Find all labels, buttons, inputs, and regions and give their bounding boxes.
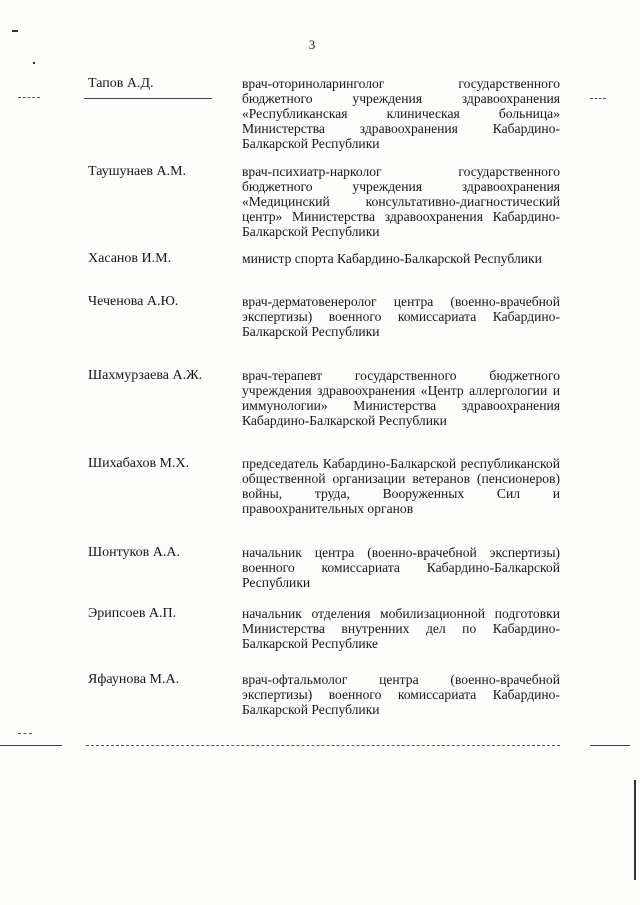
member-name: Шонтуков А.А. bbox=[88, 545, 180, 560]
member-position: врач-офтальмолог центра (военно-врачебной экспертизы) военного комиссариата Кабардино-Балкарской Республики bbox=[242, 672, 560, 717]
scan-line bbox=[18, 733, 32, 734]
scan-line bbox=[0, 745, 62, 746]
member-position: врач-оториноларинголог государственного бюджетного учреждения здравоохранения «Республиканская клиническая больница» Министерства здравоохранения Кабардино-Балкарской Республики bbox=[242, 76, 560, 151]
scan-speck bbox=[33, 62, 35, 64]
member-position: врач-психиатр-нарколог государственного бюджетного учреждения здравоохранения «Медицинский консультативно-диагностический центр» Министерства здравоохранения Кабардино-Балкарской Республики bbox=[242, 164, 560, 239]
scan-speck bbox=[12, 30, 18, 32]
member-name: Эрипсоев А.П. bbox=[88, 606, 177, 621]
member-name: Хасанов И.М. bbox=[88, 251, 172, 266]
scan-line bbox=[86, 745, 560, 746]
scan-line bbox=[590, 98, 606, 99]
page-number: 3 bbox=[308, 37, 316, 52]
member-position: врач-дерматовенеролог центра (военно-врачебной экспертизы) военного комиссариата Кабардино-Балкарской Республики bbox=[242, 294, 560, 339]
member-position: председатель Кабардино-Балкарской республиканской общественной организации ветеранов (пенсионеров) войны, труда, Вооруженных Сил и правоохранительных органов bbox=[242, 456, 560, 516]
member-name: Шахмурзаева А.Ж. bbox=[88, 368, 203, 383]
scan-line bbox=[590, 745, 630, 746]
member-name: Таушунаев А.М. bbox=[88, 164, 187, 179]
member-position: начальник отделения мобилизационной подготовки Министерства внутренних дел по Кабардино-Балкарской Республике bbox=[242, 606, 560, 651]
member-name: Тапов А.Д. bbox=[88, 76, 154, 91]
member-name: Чеченова А.Ю. bbox=[88, 294, 179, 309]
scan-line bbox=[18, 97, 40, 98]
member-position: министр спорта Кабардино-Балкарской Республики bbox=[242, 251, 542, 266]
member-name: Яфаунова М.А. bbox=[88, 672, 180, 687]
member-name: Шихабахов М.Х. bbox=[88, 456, 190, 471]
scan-line bbox=[84, 98, 212, 99]
scan-edge bbox=[634, 780, 636, 880]
member-position: начальник центра (военно-врачебной экспертизы) военного комиссариата Кабардино-Балкарской Республики bbox=[242, 545, 560, 590]
member-position: врач-терапевт государственного бюджетного учреждения здравоохранения «Центр аллергологии и иммунологии» Министерства здравоохранения Кабардино-Балкарской Республики bbox=[242, 368, 560, 428]
